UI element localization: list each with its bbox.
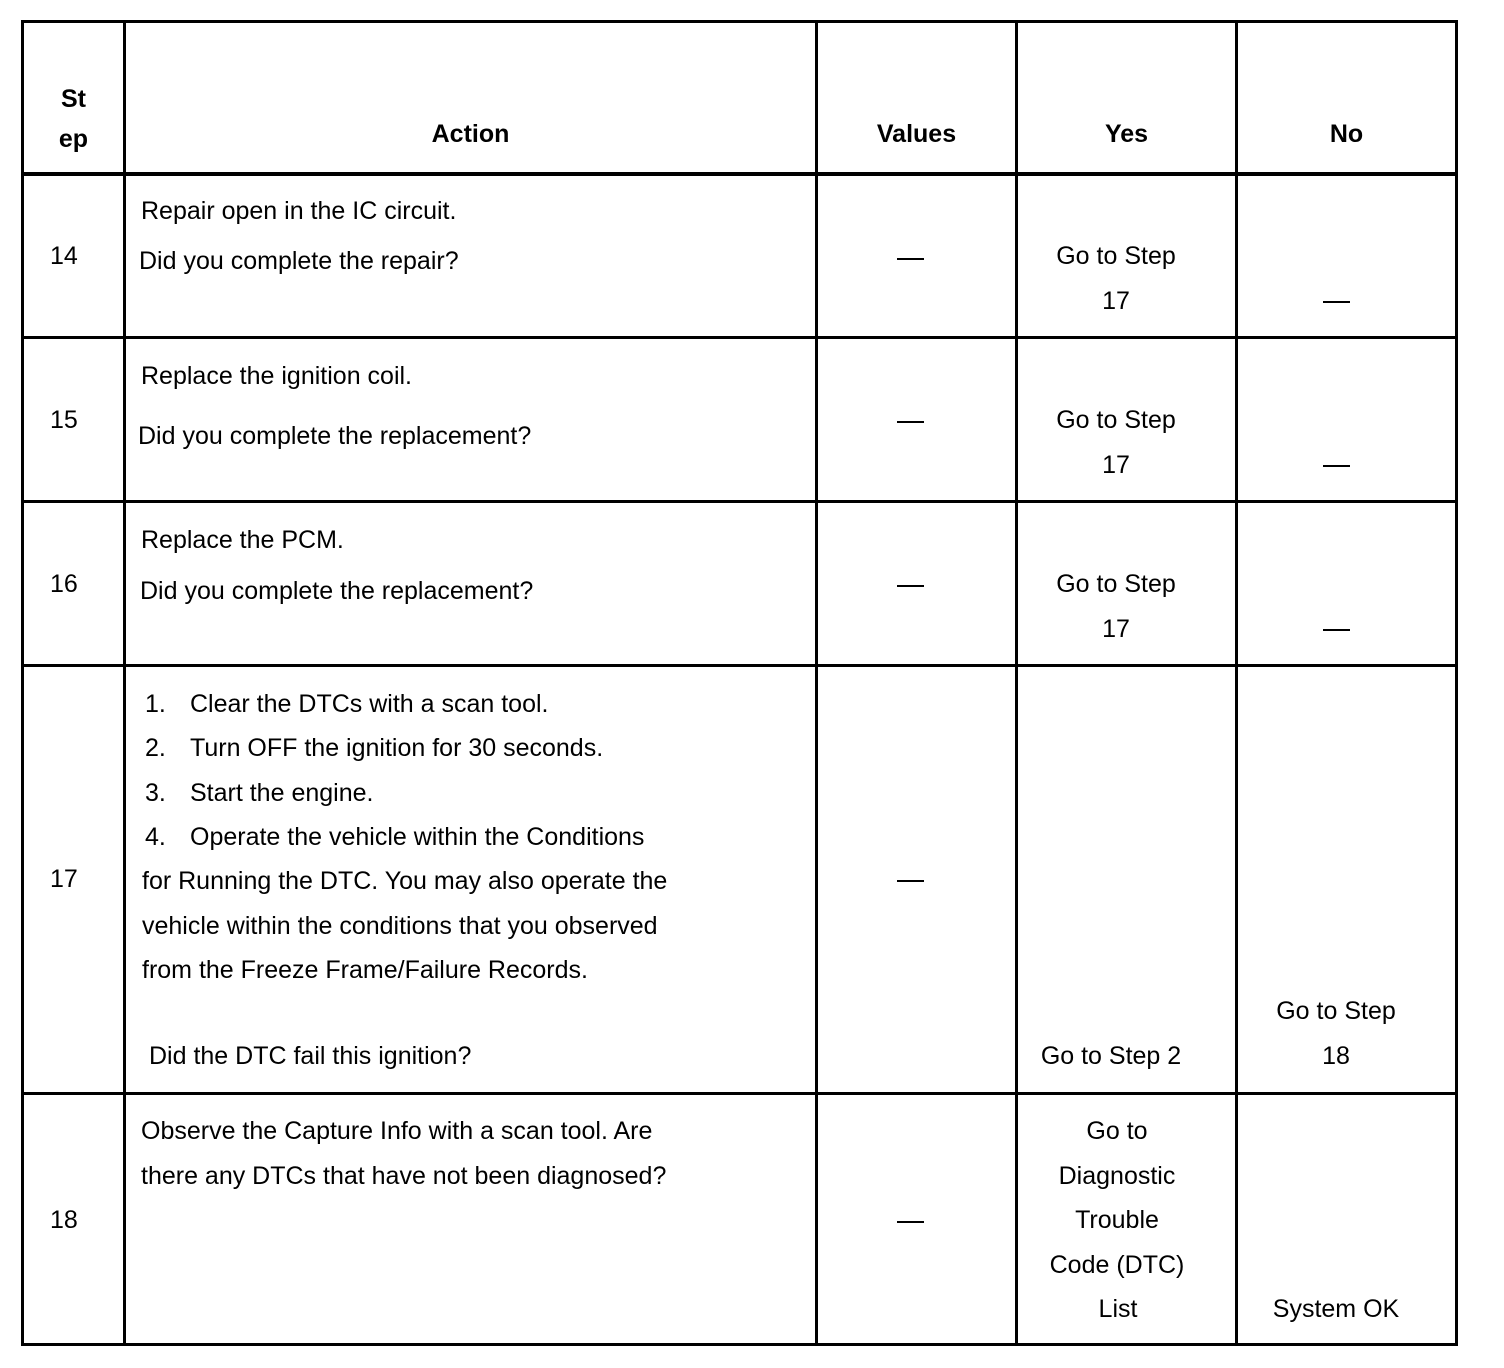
action-text: Observe the Capture Info with a scan tool. Are — [141, 1117, 653, 1145]
action-question: Did the DTC fail this ignition? — [149, 1042, 472, 1070]
list-item-text: Start the engine. — [190, 779, 374, 807]
table-border-left — [21, 20, 24, 1346]
no-text: System OK — [1272, 1295, 1400, 1323]
yes-step: 17 — [1102, 287, 1130, 315]
list-number: 2. — [145, 734, 166, 762]
header-step-line2: ep — [58, 125, 89, 153]
action-text: Repair open in the IC circuit. — [141, 197, 457, 225]
no-text: Go to Step — [1276, 997, 1396, 1025]
action-continued: from the Freeze Frame/Failure Records. — [142, 956, 588, 984]
values-dash — [897, 258, 924, 260]
action-text: Replace the ignition coil. — [141, 362, 412, 390]
header-no: No — [1329, 120, 1364, 148]
values-dash — [897, 880, 924, 882]
no-dash — [1323, 629, 1350, 631]
yes-text: Go to Step — [1056, 242, 1176, 270]
action-question: Did you complete the repair? — [139, 247, 459, 275]
header-step — [24, 79, 123, 159]
step-number: 18 — [50, 1206, 78, 1234]
yes-text: Go to Step — [1056, 406, 1176, 434]
action-continued: vehicle within the conditions that you observed — [142, 912, 658, 940]
list-number: 4. — [145, 823, 166, 851]
header-step-line1: St — [61, 85, 86, 113]
column-divider — [815, 20, 818, 1346]
no-dash — [1323, 301, 1350, 303]
yes-text: Code (DTC) — [1049, 1251, 1185, 1279]
header-values: Values — [876, 120, 957, 148]
step-number: 16 — [50, 570, 78, 598]
list-number: 3. — [145, 779, 166, 807]
action-question: Did you complete the replacement? — [138, 422, 532, 450]
step-number: 15 — [50, 406, 78, 434]
row-divider — [21, 336, 1458, 339]
header-yes: Yes — [1104, 120, 1149, 148]
values-dash — [897, 421, 924, 423]
row-divider — [21, 500, 1458, 503]
list-number: 1. — [145, 690, 166, 718]
values-dash — [897, 1221, 924, 1223]
values-dash — [897, 585, 924, 587]
yes-step: 17 — [1102, 615, 1130, 643]
yes-text: Trouble — [1075, 1206, 1159, 1234]
list-item-text: Clear the DTCs with a scan tool. — [190, 690, 549, 718]
column-divider — [1235, 20, 1238, 1346]
table-border-bottom — [21, 1343, 1458, 1346]
row-divider — [21, 1092, 1458, 1095]
row-divider — [21, 664, 1458, 667]
header-action: Action — [431, 120, 510, 148]
header-divider — [21, 172, 1458, 176]
step-number: 17 — [50, 865, 78, 893]
yes-text: Go to — [1086, 1117, 1148, 1145]
yes-step: 17 — [1102, 451, 1130, 479]
action-continued: for Running the DTC. You may also operate the — [142, 867, 668, 895]
list-item-text: Turn OFF the ignition for 30 seconds. — [190, 734, 604, 762]
step-number: 14 — [50, 242, 78, 270]
action-text: Replace the PCM. — [141, 526, 344, 554]
table-border-right — [1455, 20, 1458, 1346]
list-item-text: Operate the vehicle within the Conditions — [190, 823, 645, 851]
yes-text: Diagnostic — [1058, 1162, 1176, 1190]
yes-text: Go to Step 2 — [1040, 1042, 1182, 1070]
no-dash — [1323, 465, 1350, 467]
yes-text: List — [1098, 1295, 1138, 1323]
table-border-top — [21, 20, 1458, 23]
action-question: Did you complete the replacement? — [140, 577, 534, 605]
column-divider — [123, 20, 126, 1346]
column-divider — [1015, 20, 1018, 1346]
no-step: 18 — [1322, 1042, 1350, 1070]
action-text: there any DTCs that have not been diagnosed? — [141, 1162, 667, 1190]
yes-text: Go to Step — [1056, 570, 1176, 598]
